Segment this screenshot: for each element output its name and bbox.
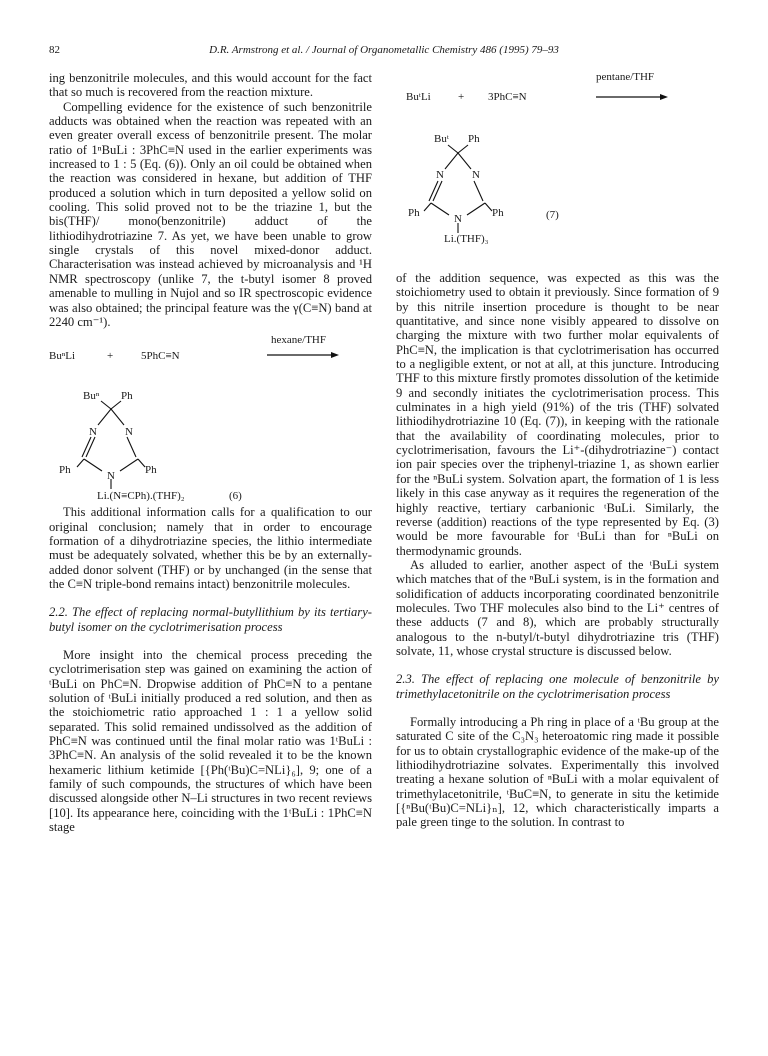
paragraph: of the addition sequence, was expected as this was the stoichiometry used to obtain it previously. Since formation of 9 by this nitrile insertion procedure is thought to be near quantitative, and since none visibly appeared to dissolve on charging the mixture with two further molar equivalents of PhC≡N, the implication is that cyclotrimerisation has occurred to a negligible extent, or not at all, at this juncture. Introducing THF to this mixture firstly promotes dissolution of the ketimide 9 and secondly initiates the cyclotrimerisation process. This culminates in a high yield (91%) of the tris (THF) solvated lithiodihydrotriazine 10 (Eq. (7)), in keeping with the rationale that the availability of coordinating molecules, prior to cyclotrimerisation, favours the Li⁺-(dihydrotriazine⁻) contact ion pair species over the triphenyl-triazine 1, as shown earlier for the ⁿBuLi system. Solvation apart, the formation of 1 is less likely in this case anyway as it requires the regeneration of the highly reactive, tertiary carbanionic ᵗBuLi. Similarly, the reverse (addition) reactions of the type represented by Eq. (3) would be more favourable for ᵗBuLi than for ⁿBuLi on thermodynamic grounds. — [396, 271, 719, 558]
nitrogen-atom: N — [125, 426, 133, 439]
lithium-solvate: Li.(THF)₃ — [444, 233, 489, 245]
plus-sign: + — [458, 91, 465, 103]
reagent-butyllithium: BuⁿLi — [49, 350, 76, 363]
running-header — [0, 44, 768, 58]
reagent-benzonitrile: 3PhC≡N — [488, 91, 527, 103]
equation-number: (6) — [229, 490, 242, 503]
phenyl-substituent: Ph — [121, 390, 133, 403]
nitrogen-atom: N — [472, 169, 480, 181]
lithium-solvate: Li.(N≡CPh).(THF)₂ — [97, 490, 185, 503]
nitrogen-atom: N — [436, 169, 444, 181]
butyl-substituent: Buⁿ — [83, 390, 100, 403]
butyl-substituent: Buᵗ — [434, 133, 449, 145]
nitrogen-atom: N — [454, 213, 462, 225]
paragraph: As alluded to earlier, another aspect of the ᵗBuLi system which matches that of the ⁿBuLi system, is in the formation and solidification of adducts incorporating coordinated benzonitrile molecules. Two THF molecules also bind to the Li⁺ centres of these adducts (7 and 8), which are probably structurally analogous to the n-butyl/t-butyl dihydrotriazine tris (THF) solvate, 11, whose crystal structure is discussed below. — [396, 557, 719, 658]
equation-number: (7) — [546, 209, 559, 221]
solvent-label: hexane/THF — [271, 334, 326, 347]
nitrogen-atom: N — [107, 470, 115, 483]
section-heading-2-2: 2.2. The effect of replacing normal-butyllithium by its tertiary-butyl isomer on the cyclotrimerisation process — [49, 605, 372, 634]
phenyl-substituent: Ph — [59, 464, 71, 477]
phenyl-substituent: Ph — [468, 133, 480, 145]
paragraph: Compelling evidence for the existence of such benzonitrile adducts was obtained when the reaction was repeated with an even greater overall excess of benzonitrile present. The molar ratio of 1ⁿBuLi : 3PhC≡N used in the earlier experiments was increased to 1 : 5 (Eq. (6)). Only an oil could be obtained when the reaction was considered in hexane, but addition of THF produced a solution which in turn deposited a yellow solid on cooling. This solid proved not to be the triazine 1, but the bis(THF)/ mono(benzonitrile) adduct of the lithiodihydrotriazine 7. As yet, we have been unable to grow single crystals of this novel mixed-donor adduct. Characterisation was instead achieved by microanalysis and ¹H NMR spectroscopy (unlike 7, the t-butyl isomer 8 proved amenable to mulling in Nujol and so IR spectroscopic evidence was also obtained; the principal feature was the γ(C≡N) band at 2240 cm⁻¹). — [49, 99, 372, 329]
phenyl-substituent: Ph — [145, 464, 157, 477]
reagent-tert-butyllithium: BuᵗLi — [406, 91, 431, 103]
phenyl-substituent: Ph — [492, 207, 504, 219]
reagent-benzonitrile: 5PhC≡N — [141, 350, 180, 363]
paragraph: More insight into the chemical process preceding the cyclotrimerisation step was gained on examining the action of ᵗBuLi on PhC≡N. Dropwise addition of PhC≡N to a pentane solution of ᵗBuLi initially produced a red solution, and then as the stoichiometric ratio approached 1 : 1 a yellow solid separated. This solid remained undissolved as the addition of PhC≡N was continued until the final molar ratio was 1ᵗBuLi : 3PhC≡N. An analysis of the solid revealed it to be the known hexameric lithium ketimide [{Ph(ᵗBu)C=NLi}₆], 9; one of a family of such compounds, the structures of which have been discussed alongside other N–Li structures in two recent reviews [10]. Its appearance here, coinciding with the 1ᵗBuLi : 1PhC≡N stage — [49, 647, 372, 835]
right-column — [396, 271, 719, 830]
equation-6-scheme — [49, 329, 372, 505]
left-column — [49, 71, 372, 834]
journal-citation: D.R. Armstrong et al. / Journal of Organometallic Chemistry 486 (1995) 79–93 — [209, 44, 559, 56]
equation-7-scheme — [396, 71, 719, 261]
solvent-label: pentane/THF — [596, 71, 655, 83]
reaction-arrow — [49, 329, 372, 505]
paragraph: Formally introducing a Ph ring in place of a ᵗBu group at the saturated C site of the C₃N₃ heteroatomic ring made it possible for us to obtain crystallographic evidence of the make-up of the lithiodihydrotriazine solvates. Experimentally this involved treating a hexane solution of ⁿBuLi with a molar equivalent of trimethylacetonitrile, ᵗBuC≡N, to generate in situ the ketimide [{ⁿBu(ᵗBu)C=NLi}ₙ], 12, which characteristically imparts a pale green tinge to the solution. In contrast to — [396, 714, 719, 830]
phenyl-substituent: Ph — [408, 207, 420, 219]
nitrogen-atom: N — [89, 426, 97, 439]
section-heading-2-3: 2.3. The effect of replacing one molecule of benzonitrile by trimethylacetonitrile on the cyclotrimerisation process — [396, 672, 719, 701]
paragraph: This additional information calls for a qualification to our original conclusion; namely that in order to encourage formation of a dihydrotriazine species, the lithio intermediate must be adequately solvated, whether this be by an externally-added donor solvent (THF) or by unchanged (in the sense that the C≡N triple-bond remains intact) benzonitrile molecules. — [49, 505, 372, 591]
plus-sign: + — [107, 350, 114, 363]
paragraph: ing benzonitrile molecules, and this would account for the fact that so much is recovered from the reaction mixture. — [49, 71, 372, 100]
page-number: 82 — [49, 44, 60, 56]
